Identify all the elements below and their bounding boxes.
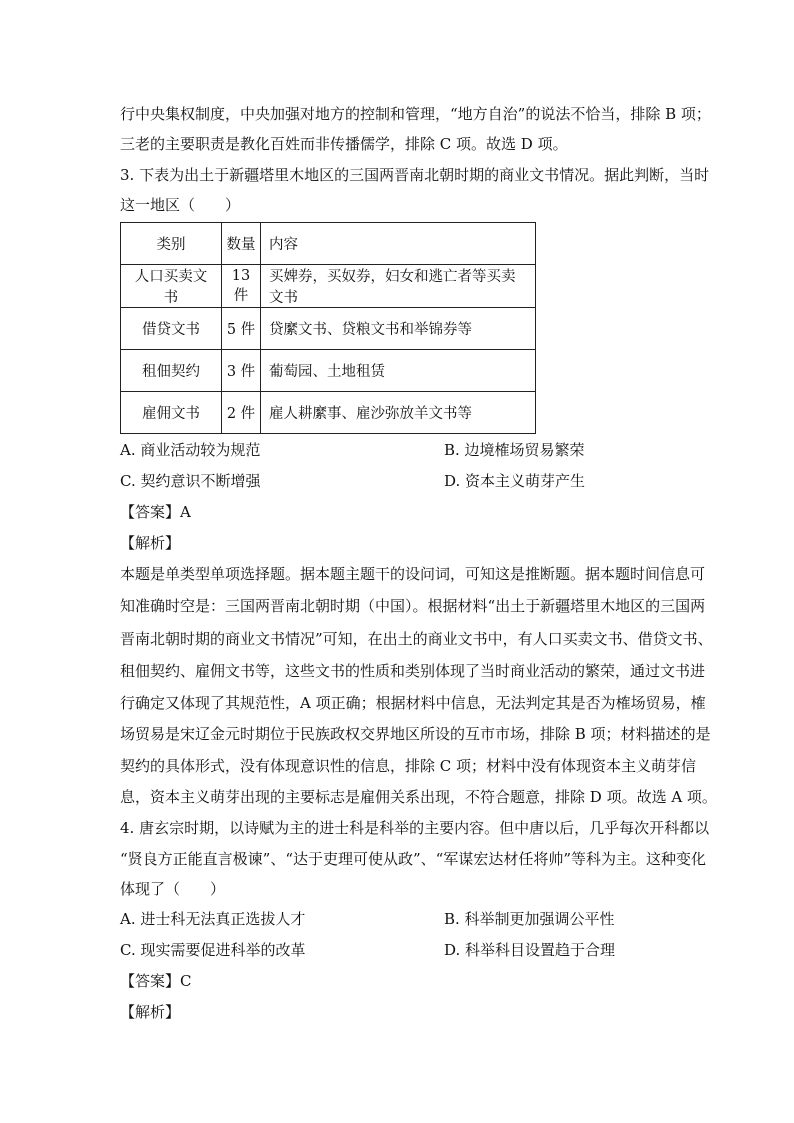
q4-option-b: B. 科举制更加强调公平性 bbox=[444, 910, 615, 928]
q3-analysis-line-7: 契约的具体形式，没有体现意识性的信息，排除 C 项；材料中没有体现资本主义萌芽信 bbox=[120, 757, 697, 775]
table-cell: 雇人耕縻事、雇沙弥放羊文书等 bbox=[261, 392, 536, 434]
q3-stem-line-2: 这一地区（ ） bbox=[120, 196, 241, 214]
q4-option-c: C. 现实需要促进科举的改革 bbox=[120, 941, 306, 959]
table-row bbox=[121, 392, 536, 434]
table-cell: 2 件 bbox=[222, 392, 261, 434]
q3-option-d: D. 资本主义萌芽产生 bbox=[444, 472, 586, 490]
prev-analysis-line-2: 三老的主要职责是教化百姓而非传播儒学，排除 C 项。故选 D 项。 bbox=[120, 135, 568, 153]
q3-document-table bbox=[120, 222, 536, 434]
q4-stem-line-2: “贤良方正能直言极谏”、“达于吏理可使从政”、“军谋宏达材任将帅”等科为主。这种变化 bbox=[120, 850, 707, 868]
table-cell: 买婢券，买奴券，妇女和逃亡者等买卖文书 bbox=[261, 265, 536, 308]
table-header-cell: 内容 bbox=[261, 223, 536, 265]
table-row bbox=[121, 308, 536, 350]
table-cell: 人口买卖文书 bbox=[121, 265, 222, 308]
q3-analysis-line-1: 本题是单类型单项选择题。据本题主题干的设问词，可知这是推断题。据本题时间信息可 bbox=[120, 565, 706, 583]
table-cell: 3 件 bbox=[222, 350, 261, 392]
table-cell: 借贷文书 bbox=[121, 308, 222, 350]
table-row bbox=[121, 265, 536, 308]
q3-analysis-line-5: 行确定又体现了其规范性，A 项正确；根据材料中信息，无法判定其是否为榷场贸易，榷 bbox=[120, 694, 706, 712]
table-header-row bbox=[121, 223, 536, 265]
q3-answer: 【答案】A bbox=[120, 503, 191, 521]
q4-analysis-label: 【解析】 bbox=[120, 1003, 181, 1021]
q3-analysis-line-8: 息，资本主义萌芽出现的主要标志是雇佣关系出现，不符合题意，排除 D 项。故选 A 项。 bbox=[120, 788, 717, 806]
table-cell: 5 件 bbox=[222, 308, 261, 350]
q4-stem-line-3: 体现了（ ） bbox=[120, 880, 226, 898]
q4-stem-line-1: 4. 唐玄宗时期，以诗赋为主的进士科是科举的主要内容。但中唐以后，几乎每次开科都以 bbox=[120, 819, 710, 837]
q3-analysis-line-6: 场贸易是宋辽金元时期位于民族政权交界地区所设的互市市场，排除 B 项；材料描述的是 bbox=[120, 725, 711, 743]
prev-analysis-line-1: 行中央集权制度，中央加强对地方的控制和管理，“地方自治”的说法不恰当，排除 B 项； bbox=[120, 105, 711, 123]
table-row bbox=[121, 350, 536, 392]
q3-option-a: A. 商业活动较为规范 bbox=[120, 441, 261, 459]
table-cell: 租佃契约 bbox=[121, 350, 222, 392]
q3-analysis-line-3: 晋南北朝时期的商业文书情况”可知，在出土的商业文书中，有人口买卖文书、借贷文书、 bbox=[120, 630, 713, 648]
table-header-cell: 数量 bbox=[222, 223, 261, 265]
table-cell: 葡萄园、土地租赁 bbox=[261, 350, 536, 392]
q3-option-b: B. 边境榷场贸易繁荣 bbox=[444, 441, 585, 459]
table-cell: 雇佣文书 bbox=[121, 392, 222, 434]
table-header-cell: 类别 bbox=[121, 223, 222, 265]
q4-answer: 【答案】C bbox=[120, 972, 192, 990]
q4-option-d: D. 科举科目设置趋于合理 bbox=[444, 941, 616, 959]
q3-option-c: C. 契约意识不断增强 bbox=[120, 472, 261, 490]
q3-analysis-line-2: 知准确时空是：三国两晋南北朝时期（中国）。根据材料“出土于新疆塔里木地区的三国两 bbox=[120, 597, 706, 615]
table-cell: 贷縻文书、贷粮文书和举锦券等 bbox=[261, 308, 536, 350]
q4-option-a: A. 进士科无法真正选拔人才 bbox=[120, 910, 306, 928]
q3-analysis-label: 【解析】 bbox=[120, 534, 181, 552]
q3-stem-line-1: 3. 下表为出土于新疆塔里木地区的三国两晋南北朝时期的商业文书情况。据此判断，当时 bbox=[120, 166, 710, 184]
table-cell: 13 件 bbox=[222, 265, 261, 308]
q3-analysis-line-4: 租佃契约、雇佣文书等，这些文书的性质和类别体现了当时商业活动的繁荣，通过文书进 bbox=[120, 662, 706, 680]
